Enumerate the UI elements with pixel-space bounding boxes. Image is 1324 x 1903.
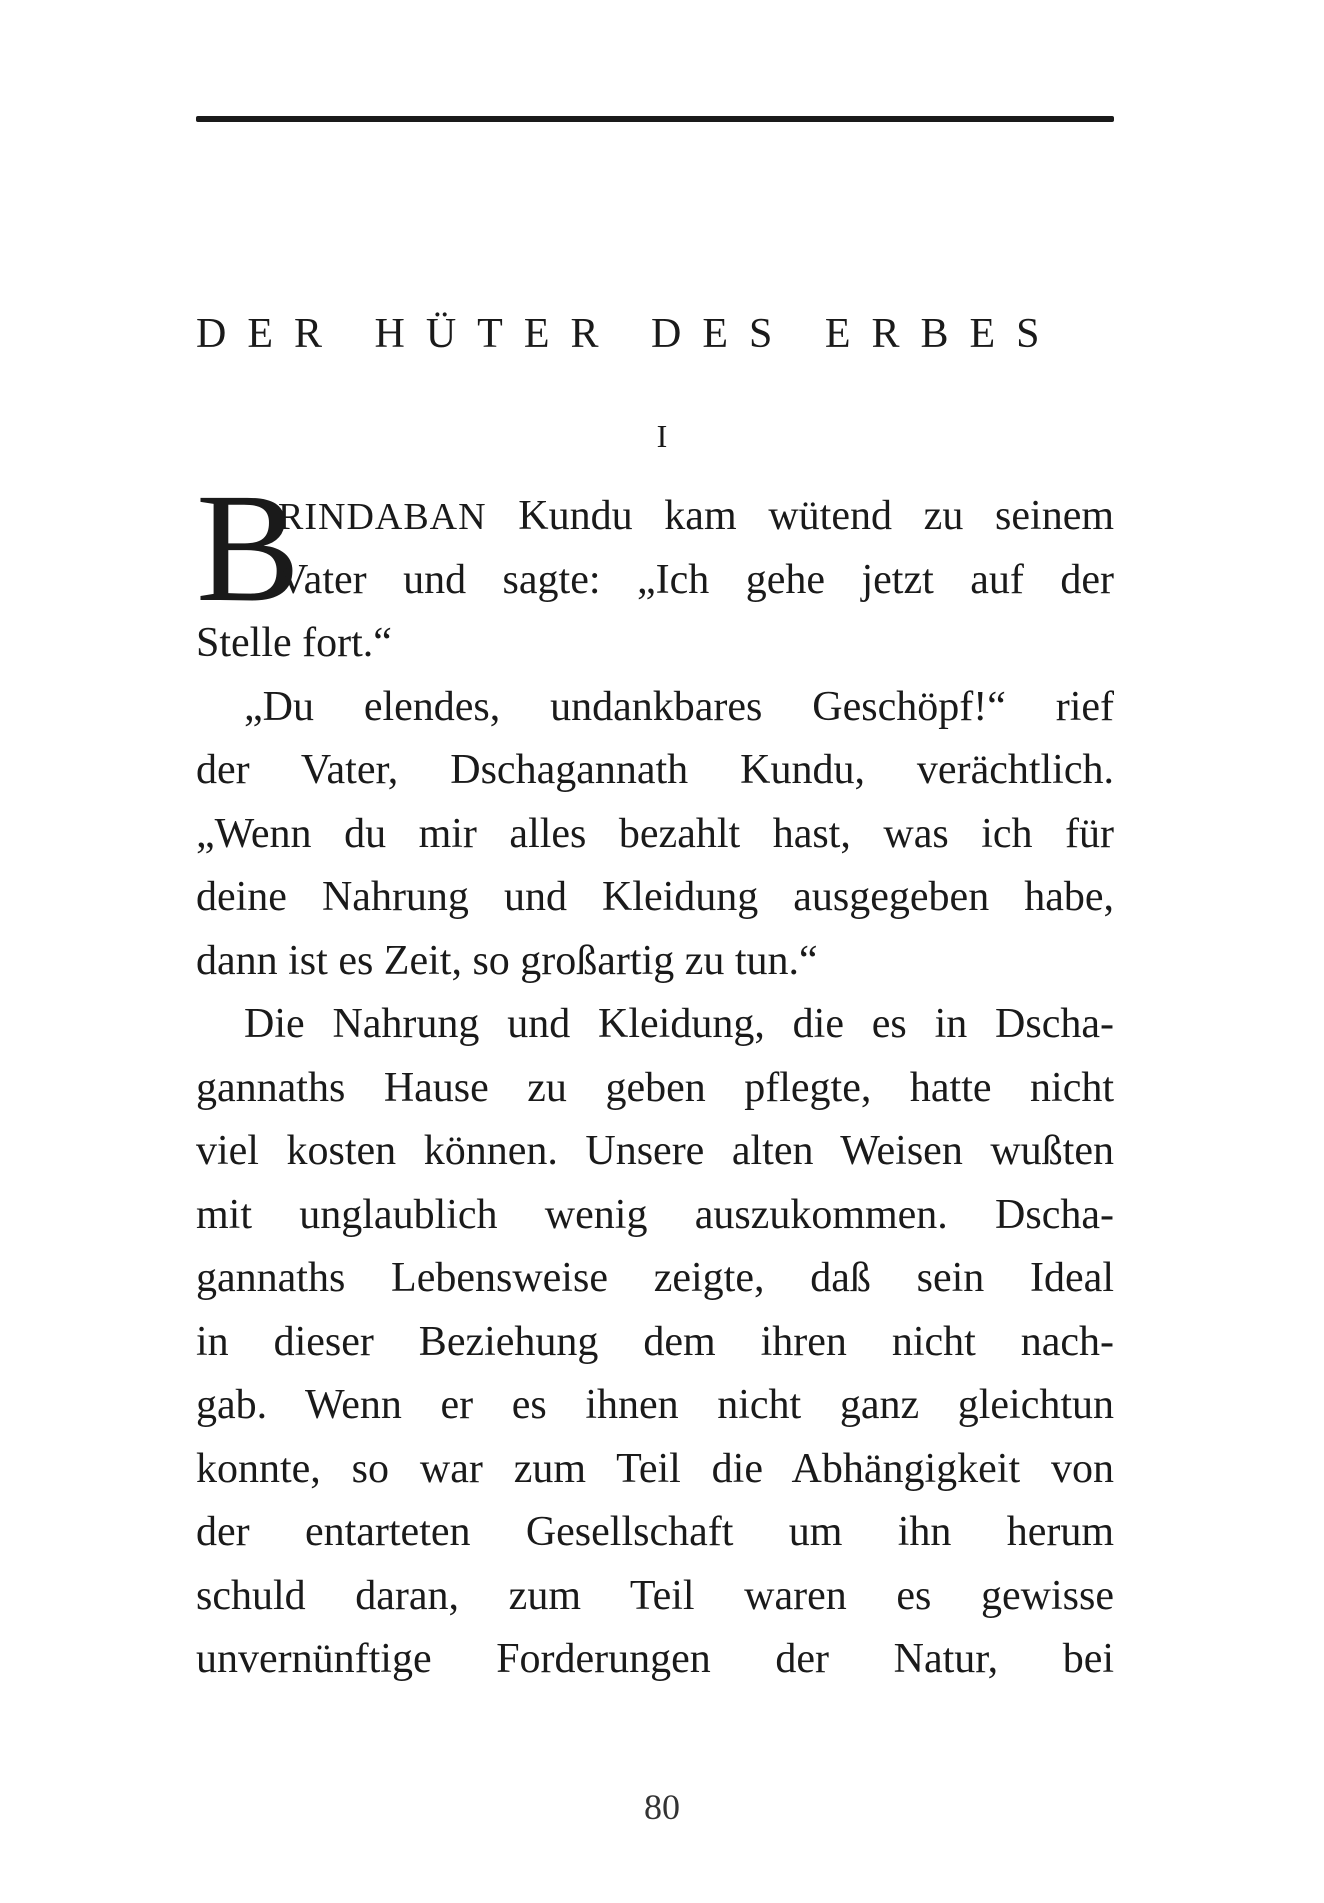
text-line: „Wenn du mir alles bezahlt hast, was ich für: [196, 810, 1114, 857]
text-line: der Vater, Dschagannath Kundu, verächtlich.: [196, 747, 1114, 793]
text-line: konnte, so war zum Teil die Abhängigkeit von: [196, 1445, 1114, 1492]
text-line: Vater und sagte: „Ich gehe jetzt auf der: [278, 556, 1114, 603]
text-line: der entarteten Gesellschaft um ihn herum: [196, 1509, 1114, 1555]
text-line: gab. Wenn er es ihnen nicht ganz gleichtun: [196, 1382, 1114, 1428]
text-line: schuld daran, zum Teil waren es gewisse: [196, 1572, 1114, 1619]
text-line: „Du elendes, undankbares Geschöpf!“ rief: [244, 683, 1114, 730]
text-line: gannaths Hause zu geben pflegte, hatte nicht: [196, 1064, 1114, 1111]
text-line: dann ist es Zeit, so großartig zu tun.“: [196, 937, 818, 984]
chapter-title: DER HÜTER DES ERBES: [196, 311, 1061, 357]
body-text: [196, 485, 1114, 1692]
text-line: mit unglaublich wenig auszukommen. Dscha-: [196, 1191, 1114, 1238]
first-word-small-caps: RINDABAN: [278, 496, 487, 538]
drop-cap: B: [196, 461, 301, 634]
text-line: viel kosten können. Unsere alten Weisen wußten: [196, 1128, 1114, 1174]
text-line: Die Nahrung und Kleidung, die es in Dscha-: [244, 1001, 1114, 1047]
text-line: gannaths Lebensweise zeigte, daß sein Ideal: [196, 1255, 1114, 1301]
page-number: 80: [644, 1787, 680, 1827]
top-rule: [196, 116, 1114, 122]
text-line: RINDABAN Kundu kam wütend zu seinem: [278, 493, 1114, 539]
section-number: I: [656, 418, 668, 454]
text-line: in dieser Beziehung dem ihren nicht nach-: [196, 1318, 1114, 1365]
text-line: deine Nahrung und Kleidung ausgegeben habe,: [196, 874, 1114, 920]
text-line: Stelle fort.“: [196, 620, 392, 666]
text-line: unvernünftige Forderungen der Natur, bei: [196, 1636, 1114, 1682]
